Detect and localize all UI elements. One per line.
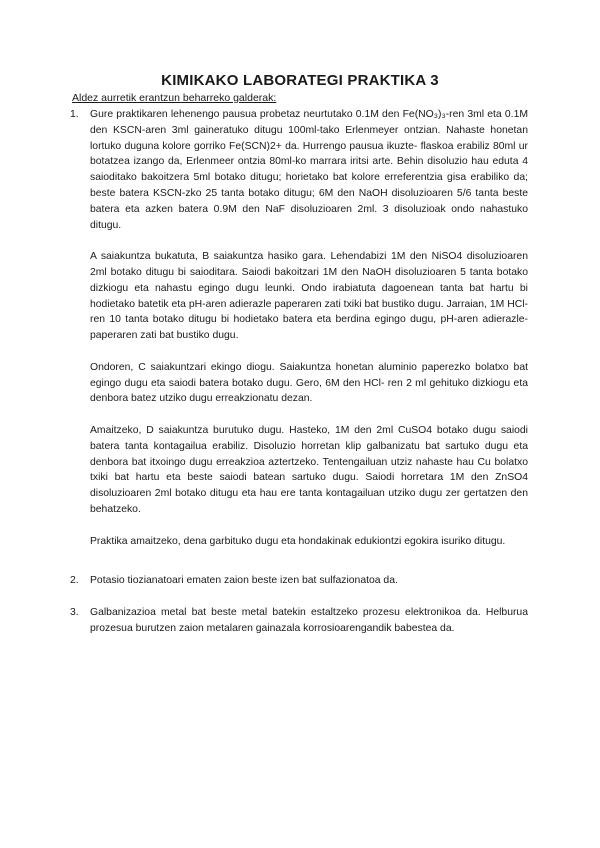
document-title: KIMIKAKO LABORATEGI PRAKTIKA 3 bbox=[161, 72, 439, 89]
paragraph: Galbanizazioa metal bat beste metal batekin estaltzeko prozesu elektronikoa da. Helburua prozesua burutzen zaion metalaren gainazala korrosioarengandik babestea da. bbox=[90, 607, 528, 634]
paragraph: Gure praktikaren lehenengo pausua probetaz neurtutako 0.1M den Fe(NO₃)₃-ren 3ml eta 0.1M den KSCN-aren 3ml gaineratuko ditugu 100ml-tako Erlenmeyer ontzian. Nahaste honetan lortuko duguna kolore gorriko Fe(SCN)2+ da. Hurrengo pausua ikuzte- flaskoa erabiliz 80ml ur botatzea izango da, Erlenmeer ontzia 80ml-ko marrara iritsi arte. Behin disoluzio hau eduta 4 saioditako bakoitzera 5ml botako ditugu; horietako bat kolore erreferentzia gisa erabiliko da; beste batera KSCN-zko 25 tanta botako ditugu; 6M den NaOH disoluzioaren 5/6 tanta beste batera eta azken batera 0.9M den NaF disoluzioaren 2ml. 3 disoluzioak ondo nahastuko ditugu. bbox=[90, 109, 528, 231]
paragraph: Amaitzeko, D saiakuntza burutuko dugu. Hasteko, 1M den 2ml CuSO4 botako dugu saiodi batera tanta kontagailua erabiliz. Disoluzio horretan klip galbanizatu bat sartuko dugu eta denbora bat itxoingo dugu erreakzioa aztertzeko. Tentengailuan utziz nahaste hau Cu bolatxo txiki bat hartu eta beste saiodi batean sartuko dugu. Saiodi horretara 1M den ZnSO4 disoluzioaren 2ml botako ditugu eta hau ere tanta kontagailuan utziko dugu zer gertatzen den behatzeko. bbox=[90, 424, 528, 515]
paragraph: Ondoren, C saiakuntzari ekingo diogu. Saiakuntza honetan aluminio paperezko bolatxo bat egingo dugu eta saiodi batera botako dugu. Gero, 6M den HCl- ren 2 ml gehituko dizkiogu eta denbora batez utziko dugu erreakzionatu dezan. bbox=[90, 361, 528, 405]
question-list bbox=[70, 107, 528, 637]
paragraph: Praktika amaitzeko, dena garbituko dugu eta hondakinak edukiontzi egokira isuriko ditugu. bbox=[90, 535, 506, 547]
list-item bbox=[70, 573, 528, 589]
item-number: 3. bbox=[70, 607, 79, 619]
paragraph: Potasio tiozianatoari ematen zaion beste izen bat sulfazionatoa da. bbox=[90, 575, 398, 587]
paragraph: A saiakuntza bukatuta, B saiakuntza hasiko gara. Lehendabizi 1M den NiSO4 disoluzioaren 2ml botako ditugu bi saioditara. Saiodi bakoitzari 1M den NaOH disoluzioaren 5 tanta botako dizkiogu eta nahastu egingo dugu leunki. Ondo irabiatuta dagoenean tanta bat hartu bi hodietako batetik eta pH-aren adierazle paperaren zati txiki bat bustiko dugu. Jarraian, 1M HCl- ren 10 tanta botako ditugu bi hodietako batera eta berdina egingo dugu, pH-aren adierazle-paperaren zati bat bustiko dugu. bbox=[90, 251, 528, 342]
item-number: 1. bbox=[70, 109, 79, 120]
item-number: 2. bbox=[70, 575, 79, 587]
section-subtitle: Aldez aurretik erantzun beharreko galderak: bbox=[72, 92, 277, 104]
list-item bbox=[70, 107, 528, 549]
list-item bbox=[70, 605, 528, 637]
